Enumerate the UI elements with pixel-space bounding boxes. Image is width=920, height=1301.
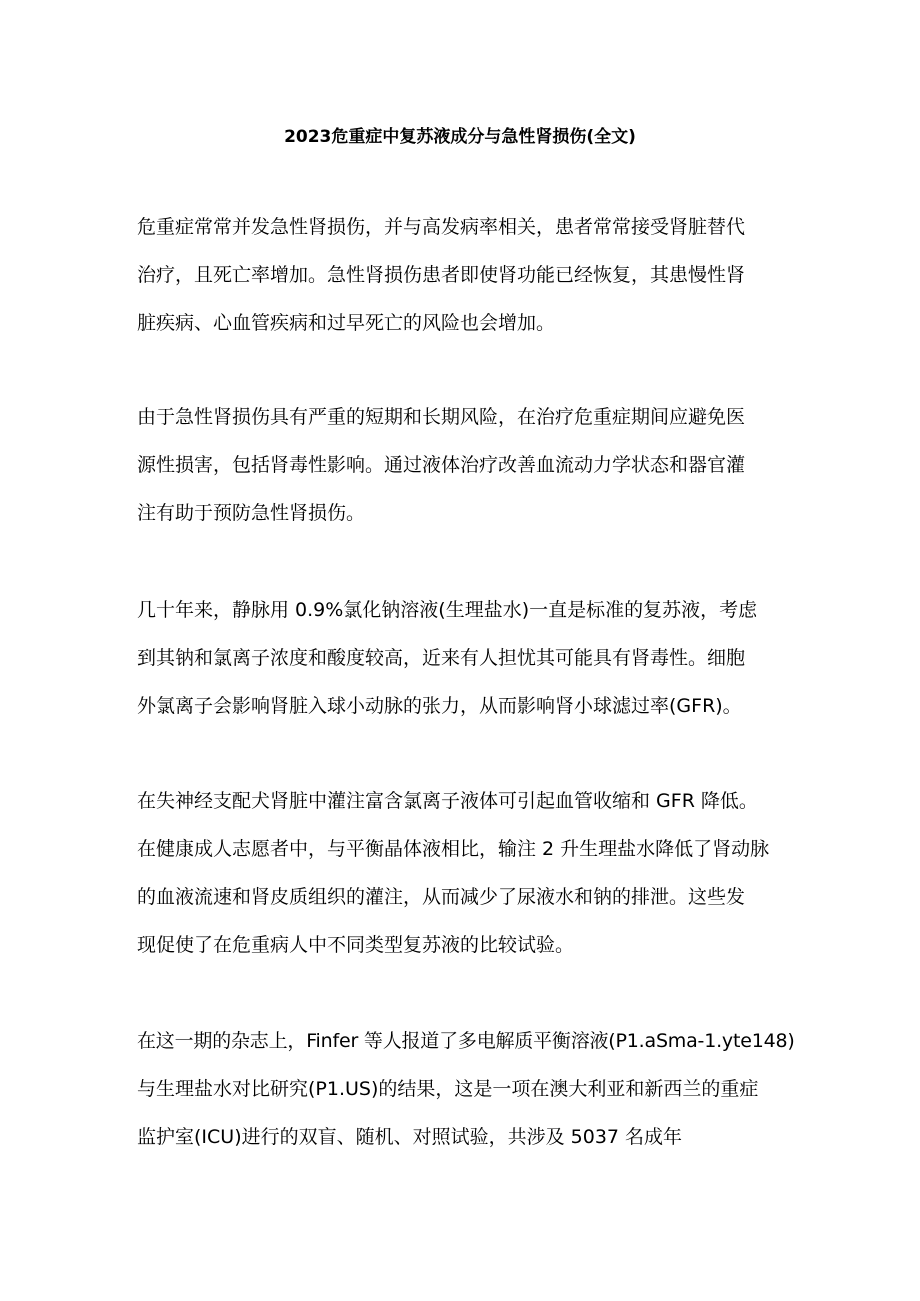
document-title: 2023危重症中复苏液成分与急性肾损伤(全文) <box>284 127 636 147</box>
paragraph-line: 在这一期的杂志上，Finfer 等人报道了多电解质平衡溶液(P1.aSma-1.yte148) <box>137 1030 795 1052</box>
paragraph-line: 的血液流速和肾皮质组织的灌注，从而减少了尿液水和钠的排泄。这些发 <box>137 886 746 908</box>
paragraph-line: 监护室(ICU)进行的双盲、随机、对照试验，共涉及 5037 名成年 <box>137 1126 683 1148</box>
paragraph-line: 外氯离子会影响肾脏入球小动脉的张力，从而影响肾小球滤过率(GFR)。 <box>137 695 742 717</box>
paragraph-4 <box>137 777 797 969</box>
paragraph-line: 危重症常常并发急性肾损伤，并与高发病率相关，患者常常接受肾脏替代 <box>137 216 746 238</box>
paragraph-line: 治疗，且死亡率增加。急性肾损伤患者即使肾功能已经恢复，其患慢性肾 <box>137 264 746 286</box>
paragraph-line: 几十年来，静脉用 0.9%氯化钠溶液(生理盐水)一直是标准的复苏液，考虑 <box>137 599 758 621</box>
paragraph-5 <box>137 1017 797 1161</box>
paragraph-line: 到其钠和氯离子浓度和酸度较高，近来有人担忧其可能具有肾毒性。细胞 <box>137 647 746 669</box>
paragraph-line: 在健康成人志愿者中，与平衡晶体液相比，输注 2 升生理盐水降低了肾动脉 <box>137 838 770 860</box>
paragraph-line: 与生理盐水对比研究(P1.US)的结果，这是一项在澳大利亚和新西兰的重症 <box>137 1078 759 1100</box>
paragraph-2 <box>137 393 797 537</box>
paragraph-line: 脏疾病、心血管疾病和过早死亡的风险也会增加。 <box>137 312 556 334</box>
paragraph-line: 由于急性肾损伤具有严重的短期和长期风险，在治疗危重症期间应避免医 <box>137 406 746 428</box>
paragraph-line: 现促使了在危重病人中不同类型复苏液的比较试验。 <box>137 934 575 956</box>
paragraph-3 <box>137 586 797 730</box>
paragraph-1 <box>137 203 797 347</box>
paragraph-line: 在失神经支配犬肾脏中灌注富含氯离子液体可引起血管收缩和 GFR 降低。 <box>137 790 758 812</box>
paragraph-line: 源性损害，包括肾毒性影响。通过液体治疗改善血流动力学状态和器官灌 <box>137 454 746 476</box>
paragraph-line: 注有助于预防急性肾损伤。 <box>137 502 366 524</box>
